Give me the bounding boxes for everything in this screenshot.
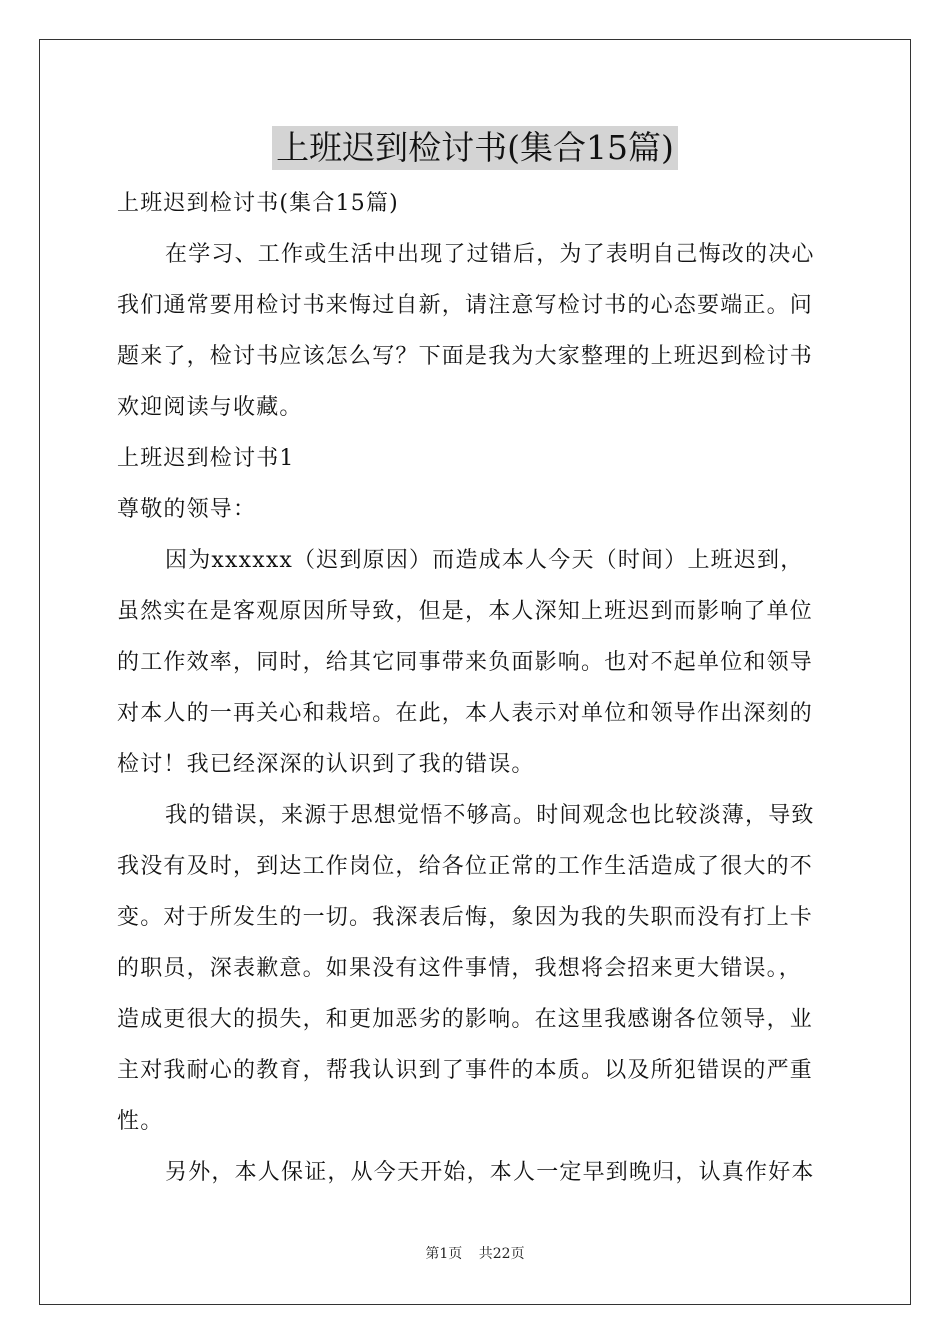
body-line: 的职员，深表歉意。如果没有这件事情，我想将会招来更大错误。， [117,956,803,981]
body-line: 另外，本人保证，从今天开始，本人一定早到晚归，认真作好本 [165,1160,815,1185]
body-line: 我没有及时，到达工作岗位，给各位正常的工作生活造成了很大的不 [117,854,814,879]
body-line: 对本人的一再关心和栽培。在此，本人表示对单位和领导作出深刻的 [117,701,814,726]
body-line: 检讨！我已经深深的认识到了我的错误。 [117,752,535,777]
page-total: 共22页 [478,1246,525,1262]
document-body [117,178,835,1198]
body-line: 虽然实在是客观原因所导致，但是，本人深知上班迟到而影响了单位 [117,599,814,624]
page-footer [0,1244,950,1264]
body-line: 的工作效率，同时，给其它同事带来负面影响。也对不起单位和领导 [117,650,814,675]
body-line: 尊敬的领导： [117,497,257,522]
body-line: 性。 [117,1109,164,1134]
document-title: 上班迟到检讨书(集合15篇) [272,126,678,170]
body-line: 在学习、工作或生活中出现了过错后，为了表明自己悔改的决心 [165,242,815,267]
page-number: 第1页 [425,1246,463,1262]
title-container [0,126,950,170]
body-line: 我的错误，来源于思想觉悟不够高。时间观念也比较淡薄，导致 [165,803,815,828]
body-line: 上班迟到检讨书(集合15篇) [117,191,399,216]
body-line: 主对我耐心的教育，帮我认识到了事件的本质。以及所犯错误的严重 [117,1058,814,1083]
body-line: 题来了，检讨书应该怎么写？下面是我为大家整理的上班迟到检讨书 [117,344,814,369]
body-line: 造成更很大的损失，和更加恶劣的影响。在这里我感谢各位领导，业 [117,1007,814,1032]
body-line: 因为xxxxxx（迟到原因）而造成本人今天（时间）上班迟到， [165,548,804,573]
body-line: 上班迟到检讨书1 [117,446,295,471]
body-line: 我们通常要用检讨书来悔过自新，请注意写检讨书的心态要端正。问 [117,293,814,318]
body-line: 欢迎阅读与收藏。 [117,395,303,420]
body-line: 变。对于所发生的一切。我深表后悔，象因为我的失职而没有打上卡 [117,905,814,930]
